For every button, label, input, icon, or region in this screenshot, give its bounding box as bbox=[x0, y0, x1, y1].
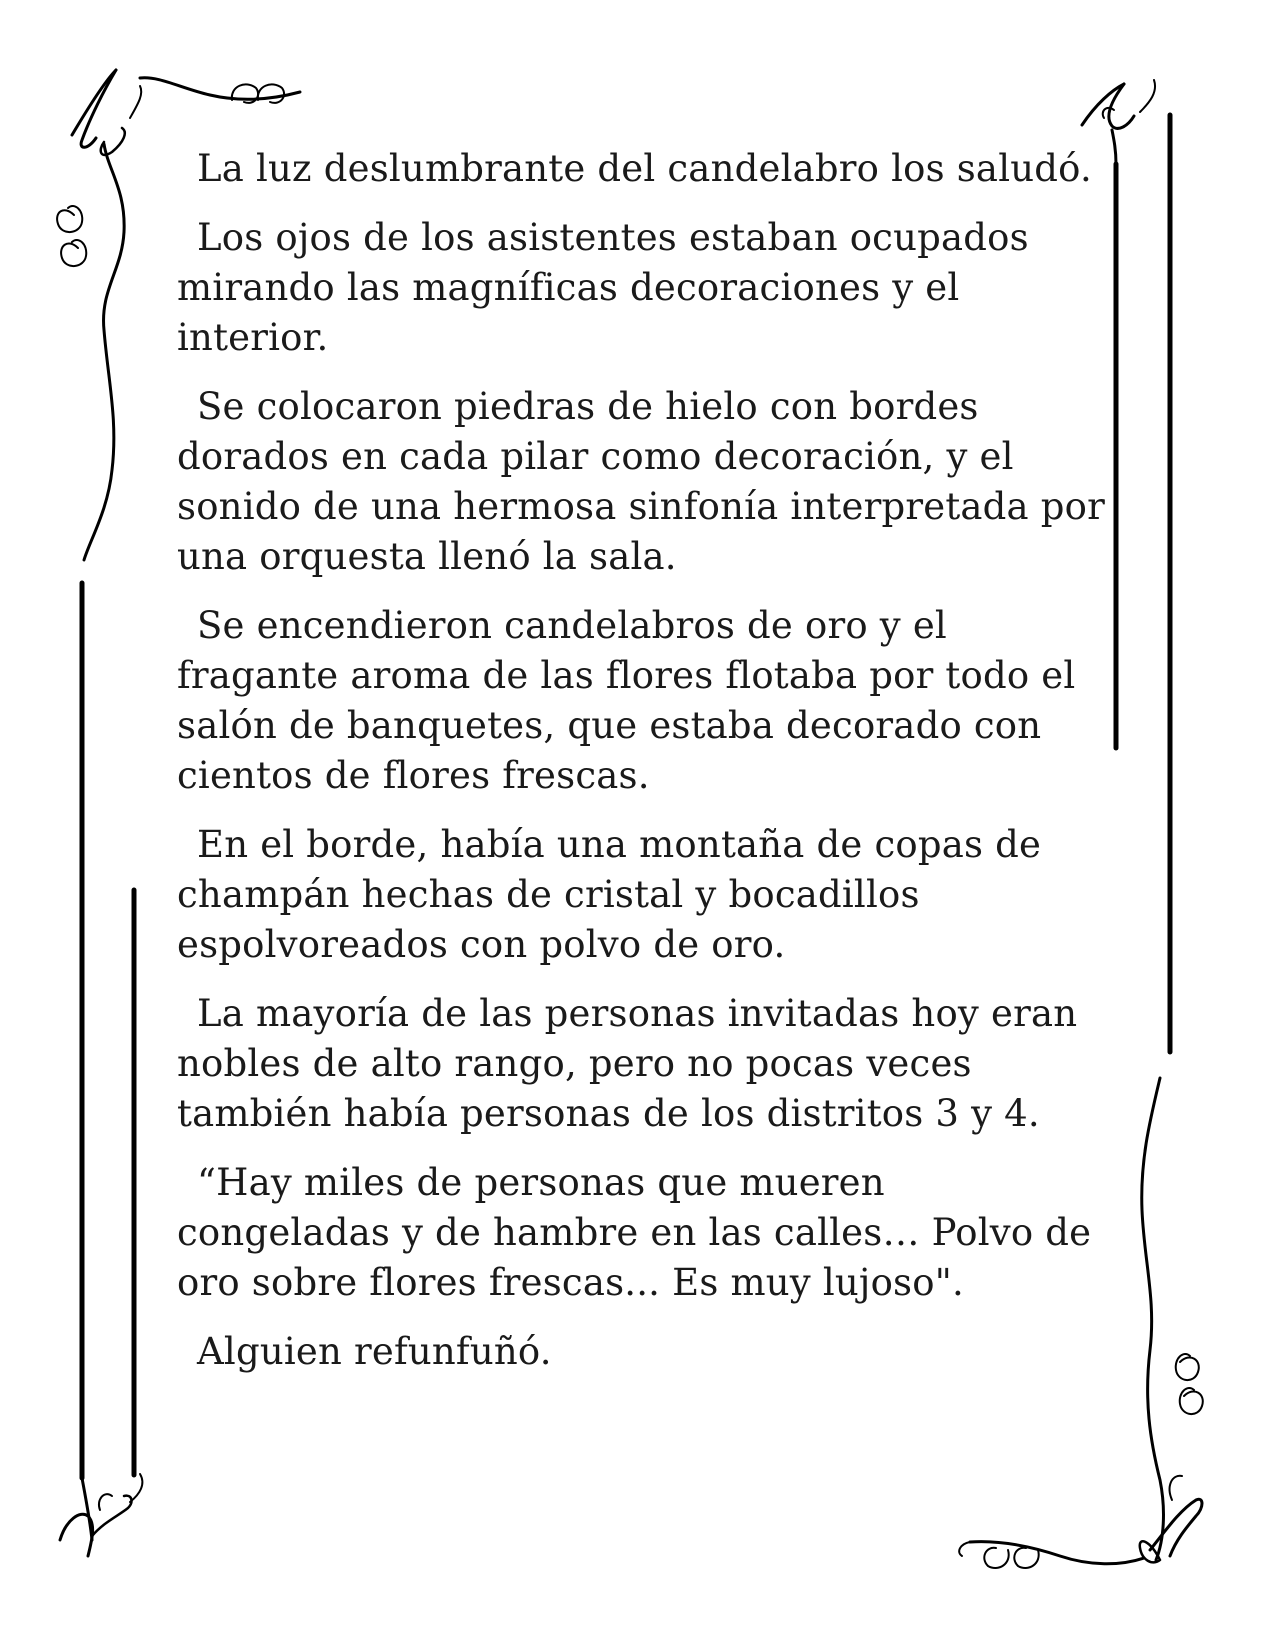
paragraph: Se encendieron candelabros de oro y el fragante aroma de las flores flotaba por todo el salón de banquetes, que estaba decorado con cientos de flores frescas. bbox=[177, 604, 1076, 797]
paragraph: Se colocaron piedras de hielo con bordes dorados en cada pilar como decoración, y el sonido de una hermosa sinfonía interpretada por una orquesta llenó la sala. bbox=[177, 385, 1106, 578]
flourish-bottom-left-icon bbox=[60, 1474, 142, 1556]
paragraph: Los ojos de los asistentes estaban ocupados mirando las magníficas decoraciones y el interior. bbox=[177, 216, 1029, 359]
document-body bbox=[177, 144, 1107, 1396]
paragraph: “Hay miles de personas que mueren congeladas y de hambre en las calles… Polvo de oro sobre flores frescas... Es muy lujoso". bbox=[177, 1161, 1092, 1304]
paragraph: Alguien refunfuñó. bbox=[197, 1330, 552, 1373]
paragraph: La luz deslumbrante del candelabro los saludó. bbox=[197, 147, 1092, 190]
paragraph: En el borde, había una montaña de copas de champán hechas de cristal y bocadillos espolvoreados con polvo de oro. bbox=[177, 823, 1042, 966]
paragraph: La mayoría de las personas invitadas hoy eran nobles de alto rango, pero no pocas veces también había personas de los distritos 3 y 4. bbox=[177, 992, 1078, 1135]
